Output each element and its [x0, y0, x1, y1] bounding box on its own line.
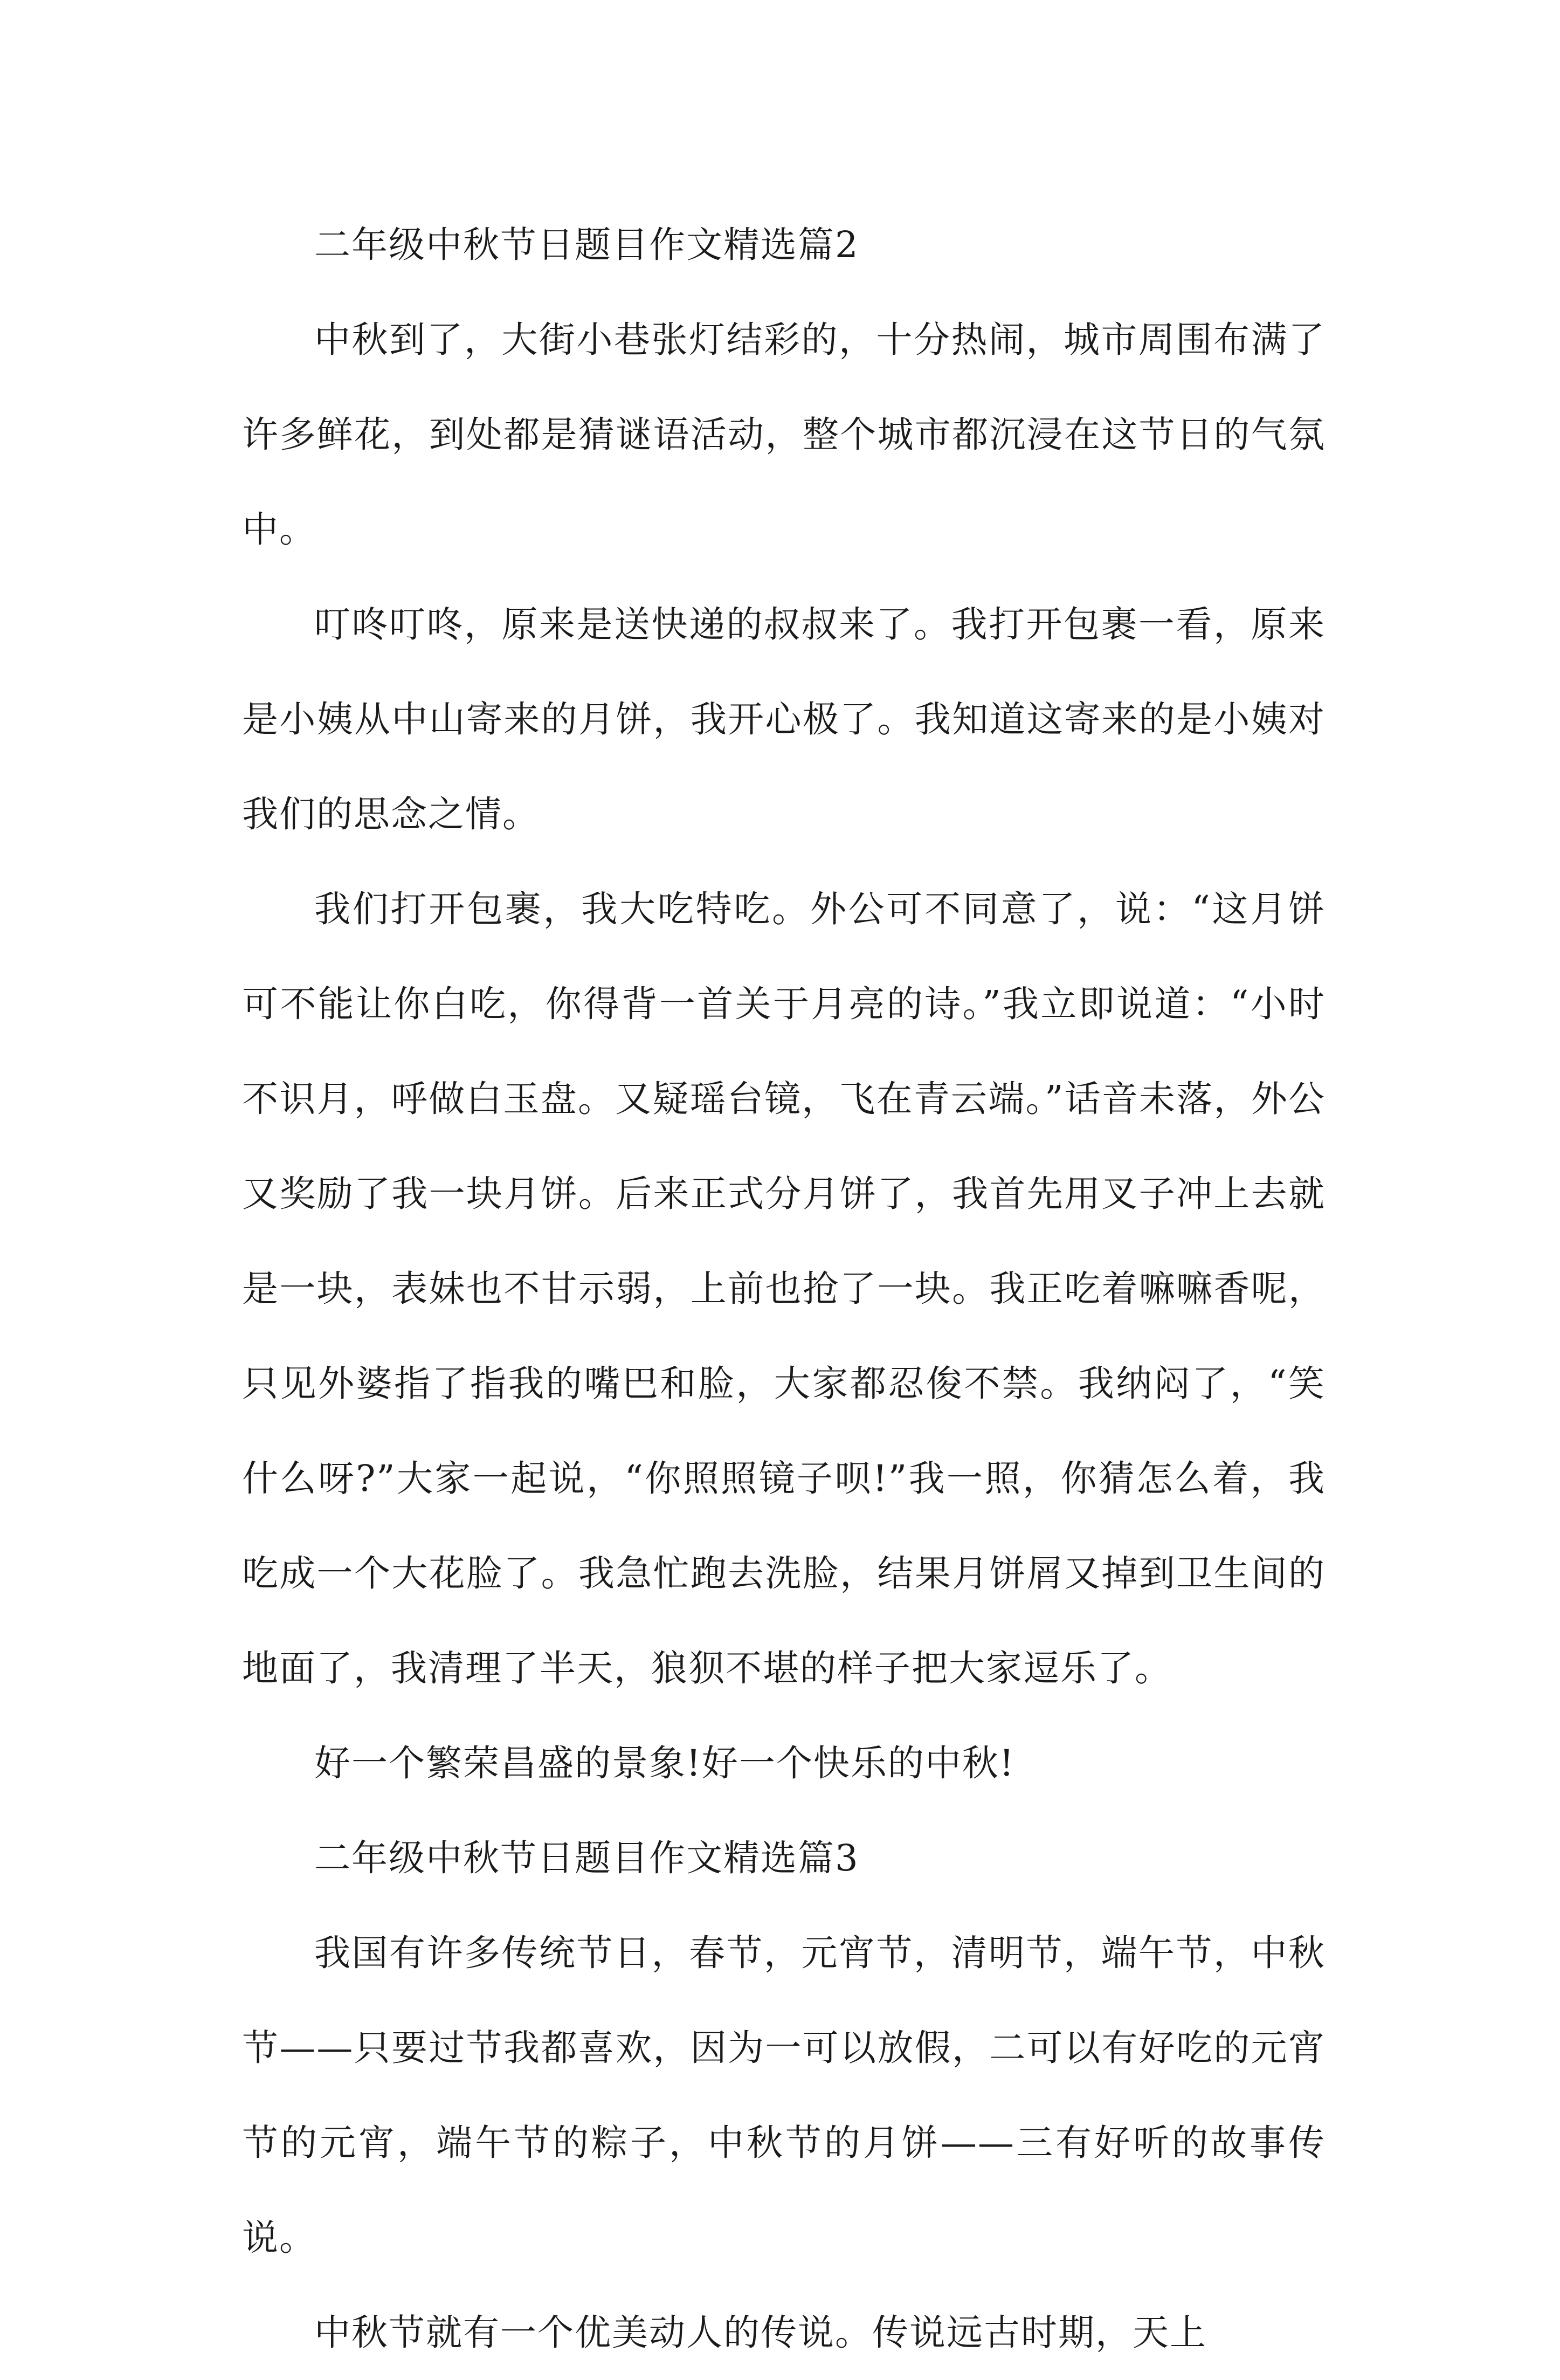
- paragraph: 中秋节就有一个优美动人的传说。传说远古时期，天上: [314, 2312, 1207, 2354]
- paragraph: 中秋到了，大街小巷张灯结彩的，十分热闹，城市周围布满了许多鲜花，到处都是猜谜语活动，整个城市都沉浸在这节日的气氛中。: [242, 319, 1326, 551]
- paragraph: 叮咚叮咚，原来是送快递的叔叔来了。我打开包裹一看，原来是小姨从中山寄来的月饼，我开心极了。我知道这寄来的是小姨对我们的思念之情。: [242, 603, 1326, 835]
- section-heading: 二年级中秋节日题目作文精选篇3: [314, 1837, 859, 1879]
- document-body: [242, 197, 1326, 2380]
- section-heading: 二年级中秋节日题目作文精选篇2: [314, 224, 859, 266]
- paragraph: 我们打开包裹，我大吃特吃。外公可不同意了，说：“这月饼可不能让你白吃，你得背一首关于月亮的诗。”我立即说道：“小时不识月，呼做白玉盘。又疑瑶台镜，飞在青云端。”话音未落，外公又奖励了我一块月饼。后来正式分月饼了，我首先用叉子冲上去就是一块，表妹也不甘示弱，上前也抢了一块。我正吃着嘛嘛香呢，只见外婆指了指我的嘴巴和脸，大家都忍俊不禁。我纳闷了，“笑什么呀?”大家一起说，“你照照镜子呗!”我一照，你猜怎么着，我吃成一个大花脸了。我急忙跑去洗脸，结果月饼屑又掉到卫生间的地面了，我清理了半天，狼狈不堪的样子把大家逗乐了。: [242, 888, 1326, 1689]
- paragraph: 好一个繁荣昌盛的景象!好一个快乐的中秋!: [314, 1742, 1015, 1784]
- paragraph: 我国有许多传统节日，春节，元宵节，清明节，端午节，中秋节——只要过节我都喜欢，因为一可以放假，二可以有好吃的元宵节的元宵，端午节的粽子，中秋节的月饼——三有好听的故事传说。: [242, 1932, 1326, 2259]
